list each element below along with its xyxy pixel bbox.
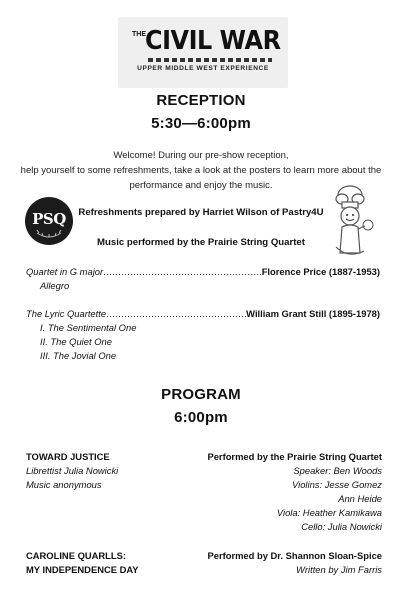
- civil-war-logo: [118, 17, 288, 88]
- refreshments-credit: Refreshments prepared by Harriet Wilson of Pastry4U: [78, 207, 324, 218]
- piece-row: [26, 308, 380, 319]
- reception-time: 5:30—6:00pm: [151, 115, 251, 132]
- program-item-performer: Performed by Dr. Shannon Sloan-Spice: [207, 550, 382, 561]
- logo-title: CIVIL WAR: [145, 26, 281, 56]
- performer-detail: Ann Heide: [338, 493, 382, 504]
- dot-leader: [103, 266, 262, 277]
- program-item-title: TOWARD JUSTICE: [26, 451, 110, 462]
- piece-composer: William Grant Still (1895-1978): [246, 308, 380, 319]
- welcome-line: Welcome! During our pre-show reception,: [113, 150, 289, 161]
- piece-row: [26, 266, 380, 277]
- logo-decoration: [148, 58, 272, 62]
- piece-title: Quartet in G major: [26, 266, 104, 277]
- movement: II. The Quiet One: [40, 336, 112, 347]
- performer-detail: Violins: Jesse Gomez: [292, 479, 382, 490]
- pastry-chef-icon: [328, 183, 380, 265]
- performer-detail: Cello: Julia Nowicki: [301, 521, 382, 532]
- piece-title: The Lyric Quartette: [26, 308, 107, 319]
- logo-subtitle: UPPER MIDDLE WEST EXPERIENCE: [137, 65, 269, 72]
- program-item-performer: Performed by the Prairie String Quartet: [207, 451, 382, 462]
- program-heading: PROGRAM: [161, 386, 241, 403]
- movement: III. The Jovial One: [40, 350, 117, 361]
- piece-composer: Florence Price (1887-1953): [261, 266, 380, 277]
- program-time: 6:00pm: [174, 409, 228, 426]
- music-credit: Music performed by the Prairie String Quartet: [97, 237, 305, 248]
- psq-logo-text: PSQ: [32, 210, 66, 228]
- reception-heading: RECEPTION: [156, 92, 246, 109]
- program-item-title: MY INDEPENDENCE DAY: [26, 564, 139, 575]
- welcome-line: help yourself to some refreshments, take a look at the posters to learn more about the: [20, 165, 382, 176]
- dot-leader: [106, 308, 246, 319]
- program-item-credit: Music anonymous: [26, 479, 102, 490]
- movement: I. The Sentimental One: [40, 322, 137, 333]
- performer-detail: Speaker: Ben Woods: [293, 465, 382, 476]
- performer-detail: Viola: Heather Kamikawa: [276, 507, 382, 518]
- performer-detail: Written by Jim Farris: [296, 564, 382, 575]
- welcome-line: performance and enjoy the music.: [129, 180, 273, 191]
- program-item-title: CAROLINE QUARLLS:: [26, 550, 126, 561]
- movement: Allegro: [40, 280, 70, 291]
- logo-the-text: THE: [132, 31, 146, 38]
- program-item-credit: Librettist Julia Nowicki: [26, 465, 119, 476]
